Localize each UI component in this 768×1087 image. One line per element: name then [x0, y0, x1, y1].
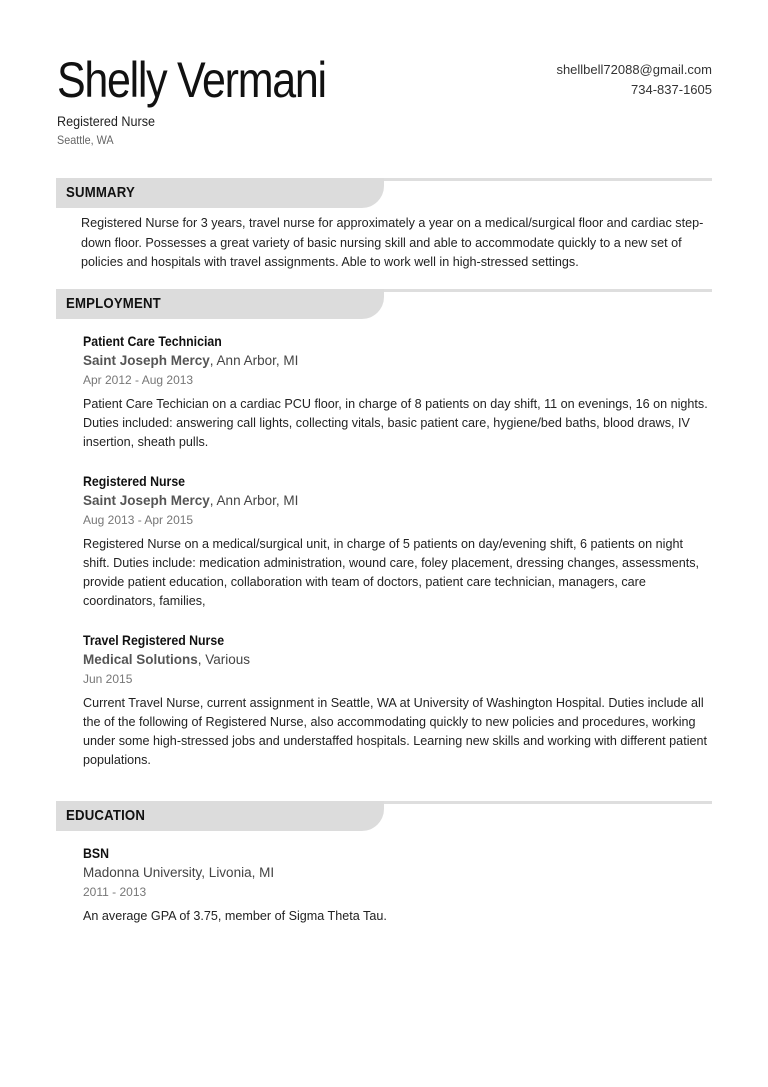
job-description: Current Travel Nurse, current assignment in Seattle, WA at University of Washington Hospital. Duties include all the of the following of Registered Nurse, also accommodating quickly to new policies and procedures, working under some high-stressed jobs and understaffed hospitals. Learning new skills and working with different patient populations.: [83, 696, 707, 767]
summary-text: Registered Nurse for 3 years, travel nurse for approximately a year on a medical/surgical floor and cardiac step-down floor. Possesses a great variety of basic nursing skill and able to accommodate quickly to a new set of policies and hospitals with travel assignments. Able to work well in high-stressed settings.: [81, 216, 704, 269]
job-employer: Saint Joseph Mercy: [83, 353, 210, 368]
job-location: , Various: [197, 652, 251, 667]
job-entry: [83, 331, 713, 452]
job-location: , Ann Arbor, MI: [209, 493, 299, 508]
section-heading: EDUCATION: [66, 807, 146, 824]
job-dates: Apr 2012 - Aug 2013: [83, 373, 194, 387]
job-employer: Saint Joseph Mercy: [83, 493, 210, 508]
job-description: Registered Nurse on a medical/surgical unit, in charge of 5 patients on day/evening shift, 6 patients on night shift. Duties include: medication administration, wound care, foley placement, dressing changes, assessments, provide patient education, collaboration with team of doctors, patient care technician, managers, care coordinators, families,: [83, 537, 700, 608]
summary-section-header: [56, 178, 712, 208]
phone-number: 734-837-1605: [631, 81, 712, 97]
section-heading: EMPLOYMENT: [66, 295, 161, 312]
job-employer: Medical Solutions: [83, 652, 198, 667]
job-employer-line: [83, 351, 713, 371]
education-section-header: [56, 801, 712, 831]
job-location: , Ann Arbor, MI: [209, 353, 299, 368]
education-entry: [83, 843, 713, 926]
candidate-location: Seattle, WA: [57, 133, 114, 147]
contact-block: [556, 60, 712, 99]
job-dates: Jun 2015: [83, 672, 133, 686]
email-address: shellbell72088@gmail.com: [556, 62, 712, 77]
job-employer-line: [83, 491, 713, 511]
job-title: Travel Registered Nurse: [83, 632, 225, 648]
school-name: Madonna University, Livonia, MI: [83, 865, 275, 880]
employment-section-header: [56, 289, 712, 319]
education-dates: 2011 - 2013: [83, 885, 147, 899]
candidate-role: Registered Nurse: [57, 113, 156, 129]
candidate-name: Shelly Vermani: [57, 52, 326, 108]
job-entry: [83, 471, 713, 611]
job-description: Patient Care Techician on a cardiac PCU floor, in charge of 8 patients on day shift, 11 on evenings, 16 on nights. Duties included: answering call lights, collecting vitals, basic patient care, hygiene/bed baths, blood draws, IV insertion, sheath pulls.: [83, 397, 708, 449]
job-employer-line: [83, 650, 713, 670]
job-title: Registered Nurse: [83, 473, 186, 489]
job-dates: Aug 2013 - Apr 2015: [83, 513, 194, 527]
job-title: Patient Care Technician: [83, 333, 222, 349]
degree-title: BSN: [83, 845, 110, 861]
education-description: An average GPA of 3.75, member of Sigma Theta Tau.: [83, 909, 387, 923]
section-heading: SUMMARY: [66, 184, 135, 201]
job-entry: [83, 630, 713, 770]
